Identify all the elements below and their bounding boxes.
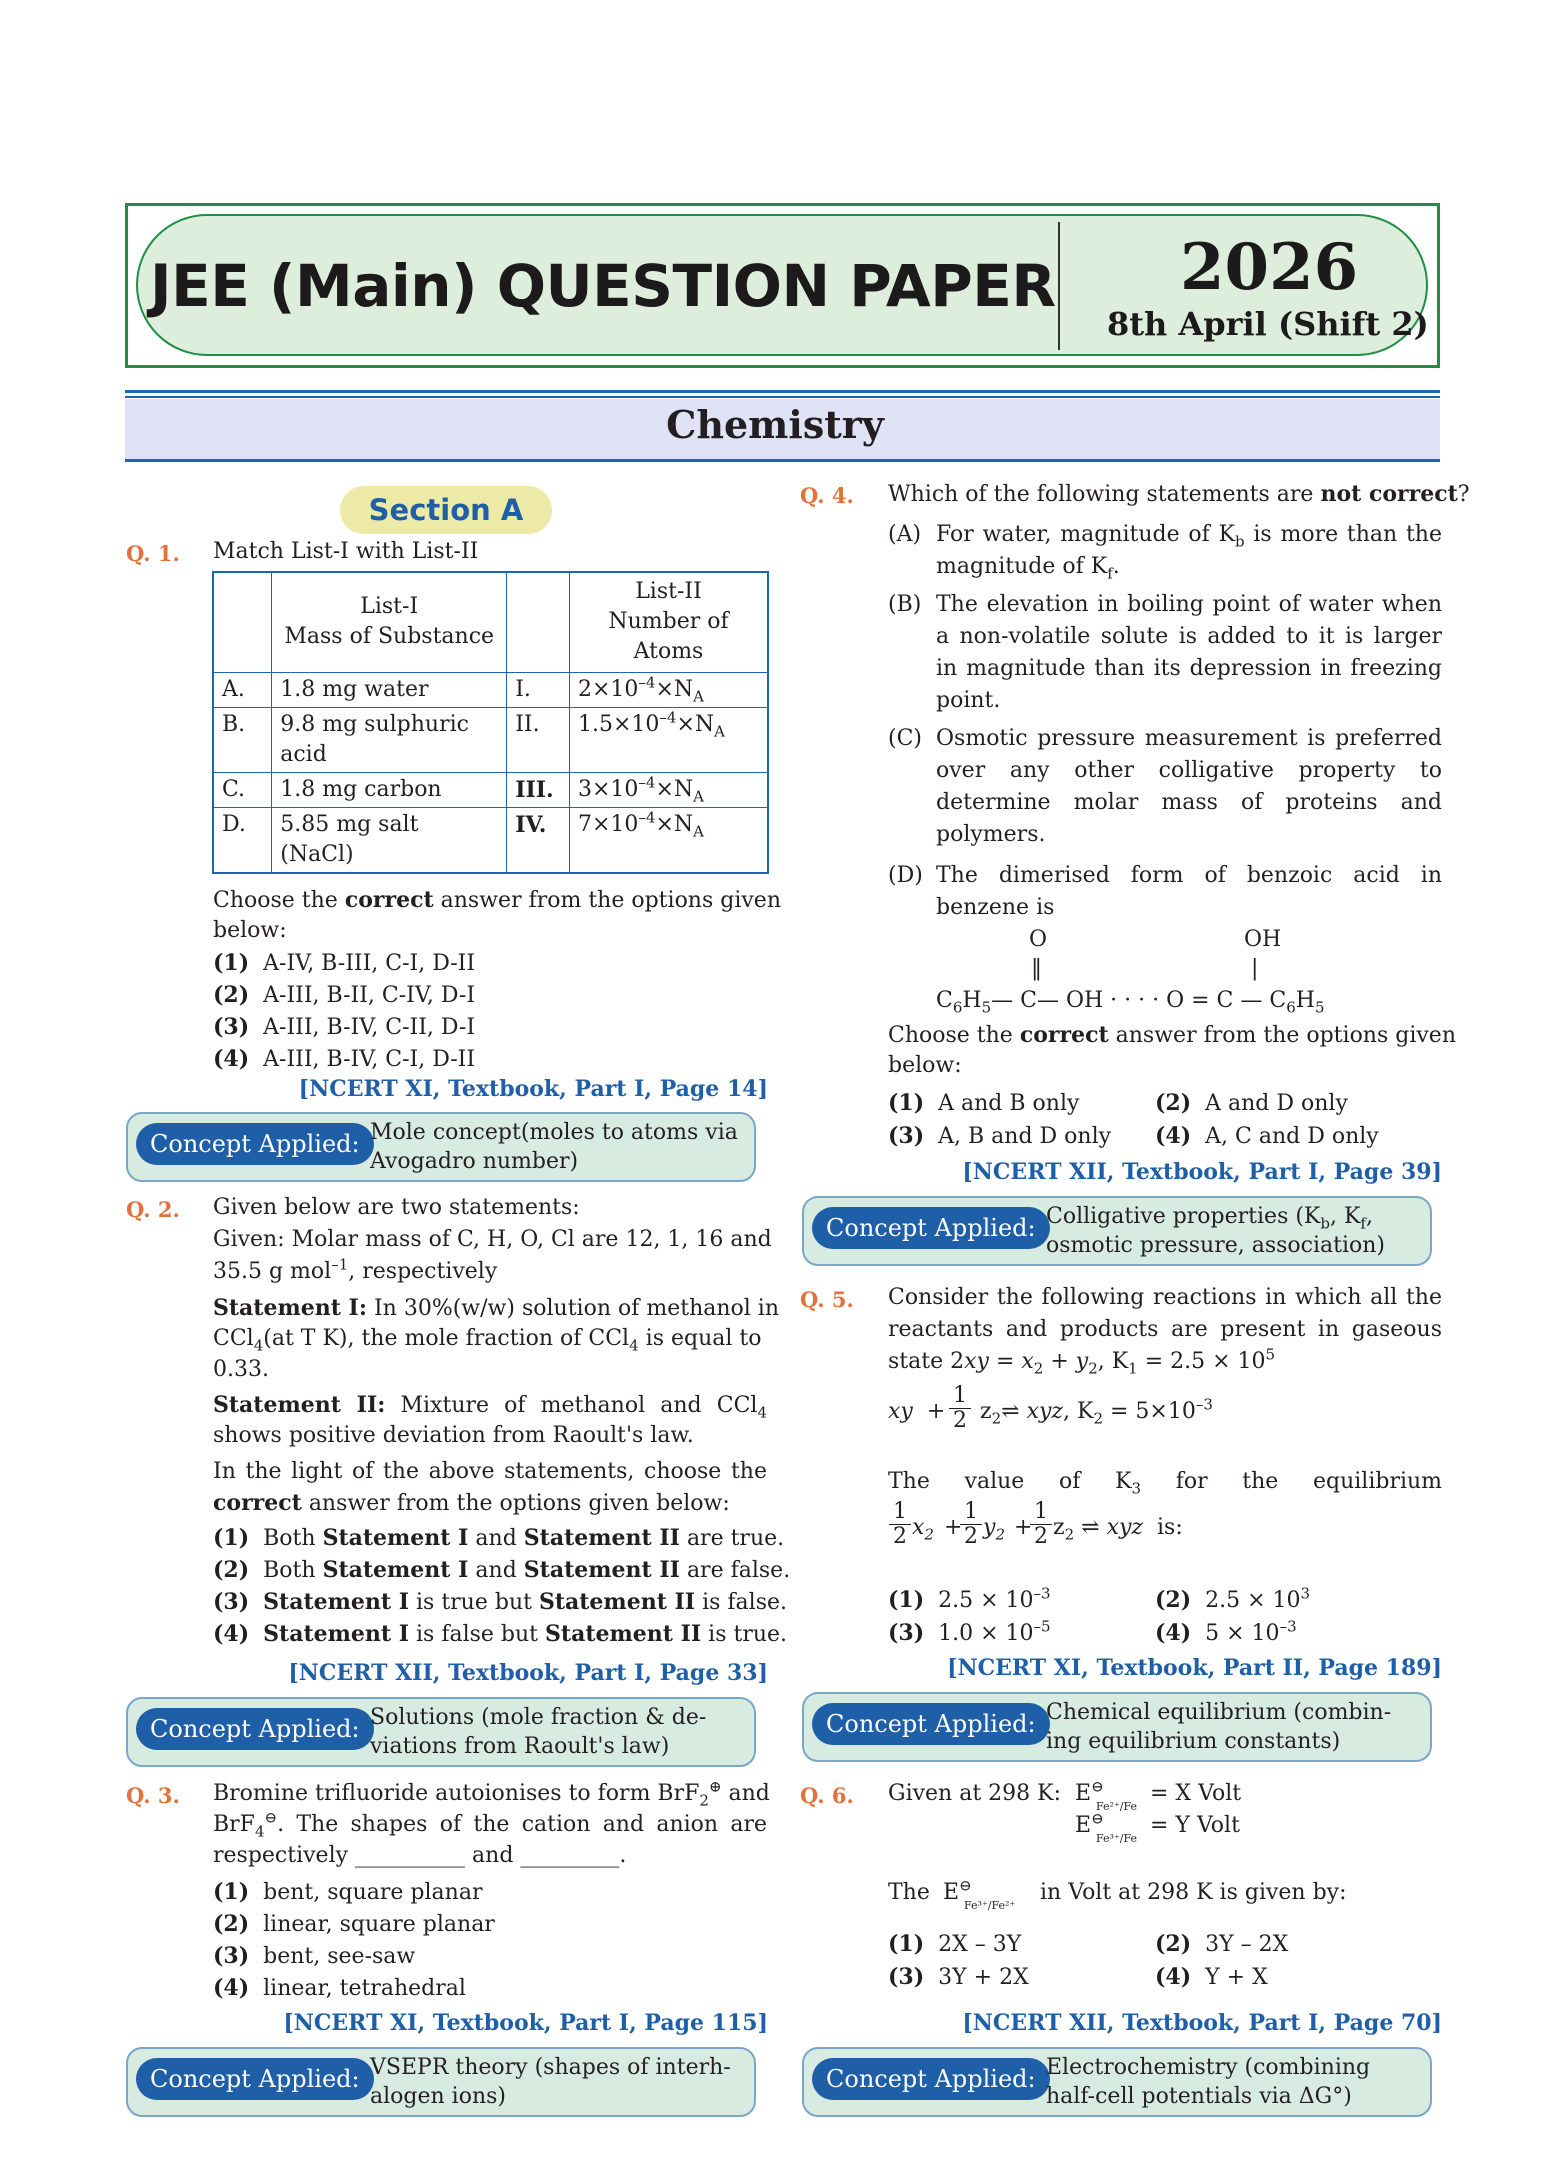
question-stem: respectively __________ and _________. bbox=[213, 1843, 627, 1868]
statement-label: (D) bbox=[888, 863, 923, 888]
option[interactable]: (2) linear, square planar bbox=[213, 1911, 495, 1937]
question-stem: BrF$_4$⊖. The shapes of the cation and anion are bbox=[213, 1808, 767, 1841]
instruction-text: Choose the correct answer from the options given bbox=[888, 1022, 1456, 1048]
statement-text: The dimerised form of benzoic acid in bbox=[936, 863, 1442, 888]
concept-text: alogen ions) bbox=[370, 2084, 506, 2109]
table-header: List-II bbox=[635, 579, 702, 605]
concept-text: VSEPR theory (shapes of interh- bbox=[370, 2055, 731, 2080]
statement-text: over any other colligative property to bbox=[936, 758, 1442, 783]
header-divider bbox=[1058, 222, 1060, 350]
option[interactable]: (2) A and D only bbox=[1155, 1090, 1348, 1116]
fraction-half: $\frac{1}{2}$ bbox=[1030, 1500, 1052, 1549]
concept-label: Concept Applied: bbox=[812, 1207, 1050, 1249]
question-number: Q. 4. bbox=[800, 483, 854, 508]
question-stem: Consider the following reactions in which all the bbox=[888, 1285, 1442, 1310]
electrode-subscript: Fe²⁺/Fe bbox=[1096, 1800, 1138, 1813]
option[interactable]: (1) bent, square planar bbox=[213, 1879, 483, 1905]
subject-title: Chemistry bbox=[666, 402, 884, 447]
concept-text: viations from Raoult's law) bbox=[370, 1734, 670, 1759]
statement-label: (B) bbox=[888, 592, 922, 617]
paper-title: JEE (Main) QUESTION PAPER bbox=[150, 252, 1056, 320]
electrode-value: = X Volt bbox=[1150, 1781, 1242, 1806]
question-stem: Given at 298 K: bbox=[888, 1781, 1062, 1806]
option[interactable]: (2) A-III, B-II, C-IV, D-I bbox=[213, 982, 476, 1008]
option[interactable]: (1) Both Statement I and Statement II are true. bbox=[213, 1525, 785, 1551]
table-row: C. 1.8 mg carbon III. $3\times 10^{-4}\times N_A$ bbox=[213, 772, 768, 807]
statement-text: a non-volatile solute is added to it is larger bbox=[936, 624, 1442, 649]
option[interactable]: (2) $2.5 \times 10^3$ bbox=[1155, 1584, 1311, 1613]
option[interactable]: (1) A-IV, B-III, C-I, D-II bbox=[213, 950, 476, 976]
table-row: B. 9.8 mg sulphuric acid II. $1.5\times 10^{-4}\times N_A$ bbox=[213, 707, 768, 772]
fraction-half: $\frac{1}{2}$ bbox=[889, 1500, 911, 1549]
option[interactable]: (3) bent, see-saw bbox=[213, 1943, 416, 1969]
concept-box bbox=[802, 2047, 1432, 2117]
concept-text: Avogadro number) bbox=[370, 1149, 579, 1174]
band-rule-bottom bbox=[125, 459, 1440, 462]
ncert-reference: [NCERT XII, Textbook, Part I, Page 33] bbox=[288, 1660, 768, 1686]
paper-date: 8th April (Shift 2) bbox=[1107, 305, 1429, 343]
question-stem: Which of the following statements are not correct? bbox=[888, 481, 1470, 507]
electrode-potential: E⊖ bbox=[943, 1876, 972, 1905]
statement-two: Statement II: Mixture of methanol and CCl$_4$ bbox=[213, 1392, 767, 1422]
concept-label: Concept Applied: bbox=[812, 1703, 1050, 1745]
concept-label: Concept Applied: bbox=[136, 1123, 374, 1165]
question-number: Q. 3. bbox=[126, 1783, 180, 1808]
concept-label: Concept Applied: bbox=[136, 2058, 374, 2100]
concept-text: Mole concept(moles to atoms via bbox=[370, 1120, 738, 1145]
electrode-potential: E⊖ bbox=[1075, 1809, 1104, 1838]
option[interactable]: (4) Statement I is false but Statement II is true. bbox=[213, 1621, 788, 1647]
dimer-structure: $C_6H_5—$ C— OH · · · · O = C — $C_6H_5$ bbox=[936, 988, 1325, 1017]
equilibrium-term: + bbox=[944, 1515, 963, 1540]
statement-text: polymers. bbox=[936, 822, 1046, 847]
equilibrium-term: $y_2$ bbox=[983, 1515, 1005, 1544]
question-number: Q. 1. bbox=[126, 541, 180, 566]
statement-text: in magnitude than its depression in freezing bbox=[936, 656, 1442, 681]
structure-atom: OH bbox=[1244, 927, 1282, 952]
question-stem: Given below are two statements: bbox=[213, 1195, 580, 1220]
table-header: List-I bbox=[360, 594, 419, 620]
concept-text: ing equilibrium constants) bbox=[1046, 1729, 1341, 1754]
option[interactable]: (1) $2.5 \times 10^{-3}$ bbox=[888, 1584, 1051, 1613]
band-rule-top bbox=[125, 390, 1440, 393]
concept-label: Concept Applied: bbox=[812, 2058, 1050, 2100]
statement-one: 0.33. bbox=[213, 1357, 269, 1382]
concept-box bbox=[126, 1697, 756, 1767]
concept-text: Solutions (mole fraction & de- bbox=[370, 1705, 707, 1730]
fraction-half: $\frac{1}{2}$ bbox=[960, 1500, 982, 1549]
option[interactable]: (2) 3Y – 2X bbox=[1155, 1931, 1289, 1957]
equilibrium-term: + bbox=[1014, 1515, 1033, 1540]
instruction-text: In the light of the above statements, choose the bbox=[213, 1459, 767, 1484]
concept-box bbox=[126, 1112, 756, 1182]
option[interactable]: (3) Statement I is true but Statement II is false. bbox=[213, 1589, 788, 1615]
option[interactable]: (4) A, C and D only bbox=[1155, 1123, 1379, 1149]
question-text: The value of $K_3$ for the equilibrium bbox=[888, 1469, 1443, 1498]
statement-text: point. bbox=[936, 688, 1001, 713]
question-text: Given: Molar mass of C, H, O, Cl are 12, 1, 16 and bbox=[213, 1227, 772, 1252]
question-number: Q. 5. bbox=[800, 1287, 854, 1312]
option[interactable]: (2) Both Statement I and Statement II are false. bbox=[213, 1557, 791, 1583]
option[interactable]: (3) 3Y + 2X bbox=[888, 1964, 1029, 1990]
concept-box bbox=[802, 1692, 1432, 1762]
structure-bond: ‖ bbox=[1031, 956, 1042, 981]
statement-text: The elevation in boiling point of water when bbox=[936, 592, 1442, 617]
equilibrium-term: $z_2$ ⇌ xyz is: bbox=[1053, 1515, 1183, 1544]
question-text: in Volt at 298 K is given by: bbox=[1040, 1880, 1347, 1905]
option[interactable]: (3) A, B and D only bbox=[888, 1123, 1112, 1149]
instruction-text: below: bbox=[888, 1053, 962, 1078]
statement-text: benzene is bbox=[936, 895, 1055, 920]
statement-text: For water, magnitude of $K_b$ is more than the bbox=[936, 522, 1442, 551]
statement-label: (C) bbox=[888, 726, 922, 751]
ncert-reference: [NCERT XI, Textbook, Part I, Page 115] bbox=[283, 2010, 768, 2036]
reaction-two: xy + bbox=[888, 1399, 946, 1424]
fraction-half: $\frac{1}{2}$ bbox=[949, 1384, 971, 1433]
instruction-text: Choose the correct answer from the options given bbox=[213, 887, 781, 913]
statement-text: determine molar mass of proteins and bbox=[936, 790, 1442, 815]
question-number: Q. 2. bbox=[126, 1197, 180, 1222]
option[interactable]: (4) A-III, B-IV, C-I, D-II bbox=[213, 1046, 476, 1072]
statement-two: shows positive deviation from Raoult's law. bbox=[213, 1423, 694, 1448]
ncert-reference: [NCERT XI, Textbook, Part II, Page 189] bbox=[947, 1655, 1442, 1681]
statement-text: magnitude of $K_f$. bbox=[936, 554, 1120, 583]
structure-atom: O bbox=[1029, 927, 1048, 952]
section-badge: Section A bbox=[340, 486, 552, 534]
concept-text: Electrochemistry (combining bbox=[1046, 2055, 1371, 2080]
concept-text: half-cell potentials via ΔG°) bbox=[1046, 2084, 1352, 2109]
band-rule-top-thin bbox=[125, 396, 1440, 398]
table-row: A. 1.8 mg water I. $2\times 10^{-4}\times N_A$ bbox=[213, 672, 768, 707]
ncert-reference: [NCERT XII, Textbook, Part I, Page 39] bbox=[962, 1159, 1442, 1185]
paper-year: 2026 bbox=[1180, 230, 1359, 305]
question-stem: Match List-I with List-II bbox=[213, 539, 479, 564]
electrode-potential: E⊖ bbox=[1075, 1777, 1104, 1806]
electrode-subscript: Fe³⁺/Fe²⁺ bbox=[964, 1899, 1016, 1912]
equilibrium-term: $x_2$ bbox=[912, 1515, 934, 1544]
question-text: 35.5 g mol$^{-1}$, respectively bbox=[213, 1255, 498, 1284]
concept-text: Chemical equilibrium (combin- bbox=[1046, 1700, 1392, 1725]
table-header: Atoms bbox=[633, 639, 704, 665]
structure-bond: | bbox=[1251, 956, 1259, 981]
electrode-value: = Y Volt bbox=[1150, 1813, 1240, 1838]
concept-label: Concept Applied: bbox=[136, 1708, 374, 1750]
option[interactable]: (1) A and B only bbox=[888, 1090, 1080, 1116]
concept-text: osmotic pressure, association) bbox=[1046, 1233, 1386, 1258]
electrode-subscript: Fe³⁺/Fe bbox=[1096, 1832, 1138, 1845]
ncert-reference: [NCERT XII, Textbook, Part I, Page 70] bbox=[962, 2010, 1442, 2036]
option[interactable]: (4) linear, tetrahedral bbox=[213, 1975, 466, 2001]
option[interactable]: (3) $1.0 \times 10^{-5}$ bbox=[888, 1617, 1051, 1646]
table-header: Mass of Substance bbox=[284, 624, 495, 650]
concept-text: Colligative properties ($K_b$, $K_f$, bbox=[1046, 1204, 1373, 1233]
instruction-text: correct answer from the options given below: bbox=[213, 1490, 730, 1516]
option[interactable]: (4) $5 \times 10^{-3}$ bbox=[1155, 1617, 1297, 1646]
reaction-two: $z_2\rightleftharpoons$ xyz, $K_2 = 5\times 10^{-3}$ bbox=[980, 1395, 1213, 1428]
question-stem: Bromine trifluoride autoionises to form BrF$_2$⊕ and bbox=[213, 1777, 770, 1810]
concept-box bbox=[126, 2047, 756, 2117]
reaction-one: state $2xy = x_2 + y_2$, $K_1 = 2.5 \times 10^5$ bbox=[888, 1345, 1276, 1378]
option[interactable]: (4) Y + X bbox=[1155, 1964, 1268, 1990]
question-stem: reactants and products are present in gaseous bbox=[888, 1317, 1442, 1342]
option[interactable]: (3) A-III, B-IV, C-II, D-I bbox=[213, 1014, 476, 1040]
instruction-text: below: bbox=[213, 918, 287, 943]
ncert-reference: [NCERT XI, Textbook, Part I, Page 14] bbox=[298, 1076, 768, 1102]
concept-box bbox=[802, 1196, 1432, 1266]
match-table bbox=[212, 571, 769, 874]
question-number: Q. 6. bbox=[800, 1783, 854, 1808]
statement-label: (A) bbox=[888, 522, 922, 547]
option[interactable]: (1) 2X – 3Y bbox=[888, 1931, 1022, 1957]
statement-text: Osmotic pressure measurement is preferred bbox=[936, 726, 1442, 751]
statement-one: CCl$_4$(at T K), the mole fraction of CCl$_4$ is equal to bbox=[213, 1326, 762, 1355]
table-row: D. 5.85 mg salt (NaCl) IV. $7\times 10^{-4}\times N_A$ bbox=[213, 807, 768, 873]
table-header: Number of bbox=[608, 609, 729, 635]
statement-one: Statement I: In 30%(w/w) solution of methanol in bbox=[213, 1295, 780, 1321]
question-text: The bbox=[888, 1880, 930, 1905]
